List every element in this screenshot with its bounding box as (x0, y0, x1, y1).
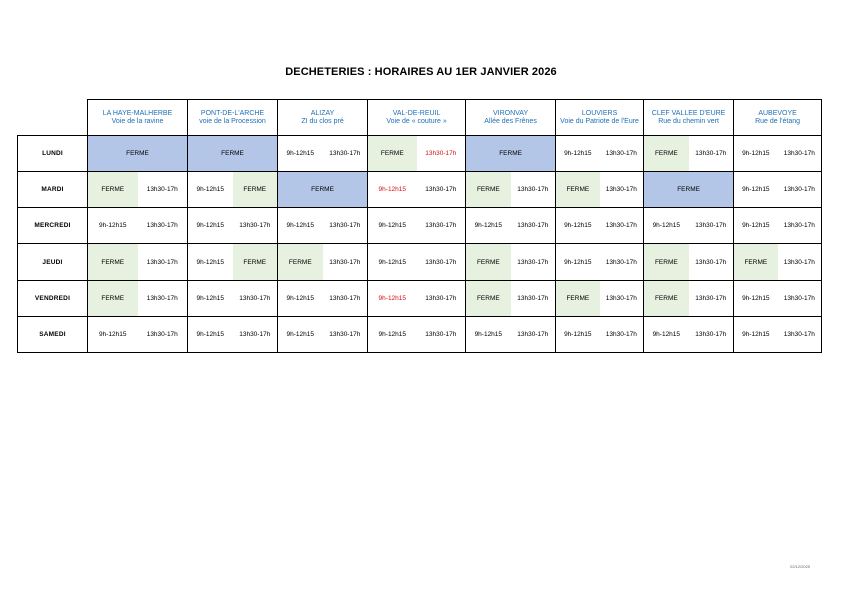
day-label: VENDREDI (18, 280, 88, 316)
morning-hours-cell: 9h-12h15 (188, 316, 233, 352)
afternoon-hours-cell: 13h30-17h (689, 316, 734, 352)
afternoon-hours-cell: 13h30-17h (417, 208, 466, 244)
morning-hours-cell: 9h-12h15 (278, 316, 323, 352)
afternoon-hours-cell: 13h30-17h (600, 244, 644, 280)
date-stamp: 22/12/2025 (790, 564, 811, 569)
morning-hours-cell: FERME (734, 244, 778, 280)
site-header (734, 100, 822, 136)
morning-hours-cell: FERME (466, 172, 511, 208)
site-address: Voie de la ravine (111, 117, 164, 125)
morning-hours-cell: 9h-12h15 (188, 172, 233, 208)
afternoon-hours-cell: 13h30-17h (778, 316, 822, 352)
afternoon-hours-cell: 13h30-17h (511, 280, 556, 316)
afternoon-hours-cell: 13h30-17h (323, 136, 368, 172)
afternoon-hours-cell: 13h30-17h (511, 172, 556, 208)
afternoon-hours-cell: 13h30-17h (778, 208, 822, 244)
afternoon-hours-cell: 13h30-17h (600, 172, 644, 208)
afternoon-hours-cell: 13h30-17h (417, 316, 466, 352)
afternoon-hours-cell: 13h30-17h (138, 316, 188, 352)
day-row (18, 280, 822, 316)
morning-hours-cell: FERME (368, 136, 417, 172)
closed-day-cell: FERME (278, 172, 368, 208)
morning-hours-cell: 9h-12h15 (368, 316, 417, 352)
afternoon-hours-cell: 13h30-17h (689, 136, 734, 172)
morning-hours-cell: 9h-12h15 (368, 244, 417, 280)
afternoon-hours-cell: 13h30-17h (233, 280, 278, 316)
afternoon-hours-cell: 13h30-17h (778, 280, 822, 316)
morning-hours-cell: FERME (556, 280, 600, 316)
site-header-row (18, 100, 822, 136)
closed-day-cell: FERME (644, 172, 734, 208)
morning-hours-cell: 9h-12h15 (644, 208, 689, 244)
afternoon-hours-cell: 13h30-17h (323, 244, 368, 280)
afternoon-hours-cell: 13h30-17h (323, 280, 368, 316)
day-row (18, 136, 822, 172)
morning-hours-cell: 9h-12h15 (734, 280, 778, 316)
schedule-table (17, 99, 822, 353)
morning-hours-cell: 9h-12h15 (644, 316, 689, 352)
closed-day-cell: FERME (188, 136, 278, 172)
morning-hours-cell: 9h-12h15 (368, 280, 417, 316)
afternoon-hours-cell: 13h30-17h (511, 316, 556, 352)
afternoon-hours-cell: 13h30-17h (138, 244, 188, 280)
site-header (556, 100, 644, 136)
site-name: LA HAYE-MALHERBE (102, 109, 173, 117)
morning-hours-cell: 9h-12h15 (466, 208, 511, 244)
page-title: DECHETERIES : HORAIRES AU 1ER JANVIER 2026 (285, 66, 557, 78)
morning-hours-cell: 9h-12h15 (556, 244, 600, 280)
morning-hours-cell: FERME (466, 244, 511, 280)
afternoon-hours-cell: 13h30-17h (417, 172, 466, 208)
site-name: PONT-DE-L'ARCHE (200, 109, 265, 117)
site-header (466, 100, 556, 136)
afternoon-hours-cell: 13h30-17h (778, 136, 822, 172)
day-row (18, 172, 822, 208)
site-name: VAL-DE-REUIL (392, 109, 441, 117)
afternoon-hours-cell: 13h30-17h (233, 208, 278, 244)
morning-hours-cell: 9h-12h15 (188, 280, 233, 316)
site-address: voie de la Procession (199, 117, 266, 125)
site-address: Rue du chemin vert (658, 117, 719, 125)
site-header (188, 100, 278, 136)
morning-hours-cell: 9h-12h15 (734, 316, 778, 352)
afternoon-hours-cell: 13h30-17h (600, 280, 644, 316)
afternoon-hours-cell: 13h30-17h (689, 208, 734, 244)
afternoon-hours-cell: 13h30-17h (511, 208, 556, 244)
site-name: LOUVIERS (581, 109, 618, 117)
site-address: Voie de « couture » (386, 117, 447, 125)
afternoon-hours-cell: 13h30-17h (600, 208, 644, 244)
morning-hours-cell: FERME (644, 280, 689, 316)
morning-hours-cell: 9h-12h15 (278, 280, 323, 316)
afternoon-hours-cell: 13h30-17h (600, 136, 644, 172)
day-label: MARDI (18, 172, 88, 208)
morning-hours-cell: FERME (644, 136, 689, 172)
site-address: Rue de l'étang (755, 117, 801, 125)
closed-day-cell: FERME (466, 136, 556, 172)
afternoon-hours-cell: 13h30-17h (689, 280, 734, 316)
morning-hours-cell: FERME (88, 280, 138, 316)
afternoon-hours-cell: 13h30-17h (511, 244, 556, 280)
morning-hours-cell: 9h-12h15 (734, 136, 778, 172)
morning-hours-cell: 9h-12h15 (556, 316, 600, 352)
day-label: SAMEDI (18, 316, 88, 352)
header-corner (18, 100, 88, 136)
site-name: ALIZAY (310, 109, 335, 117)
site-address: Allée des Frênes (484, 117, 537, 125)
day-row (18, 208, 822, 244)
site-header (88, 100, 188, 136)
closed-day-cell: FERME (88, 136, 188, 172)
morning-hours-cell: FERME (466, 280, 511, 316)
afternoon-hours-cell: 13h30-17h (417, 244, 466, 280)
site-name: VIRONVAY (492, 109, 529, 117)
afternoon-hours-cell: 13h30-17h (778, 172, 822, 208)
site-header (644, 100, 734, 136)
morning-hours-cell: 9h-12h15 (368, 172, 417, 208)
morning-hours-cell: FERME (556, 172, 600, 208)
morning-hours-cell: 9h-12h15 (734, 208, 778, 244)
afternoon-hours-cell: 13h30-17h (323, 208, 368, 244)
morning-hours-cell: 9h-12h15 (556, 208, 600, 244)
morning-hours-cell: FERME (278, 244, 323, 280)
morning-hours-cell: 9h-12h15 (466, 316, 511, 352)
site-address: Voie du Patriote de l'Eure (560, 117, 639, 125)
afternoon-hours-cell: 13h30-17h (417, 136, 466, 172)
afternoon-hours-cell: 13h30-17h (778, 244, 822, 280)
morning-hours-cell: 9h-12h15 (278, 136, 323, 172)
site-address: ZI du clos pré (301, 117, 344, 125)
day-row (18, 316, 822, 352)
site-name: AUBEVOYE (758, 109, 797, 117)
site-header (278, 100, 368, 136)
afternoon-hours-cell: 13h30-17h (138, 208, 188, 244)
afternoon-hours-cell: FERME (233, 244, 278, 280)
morning-hours-cell: FERME (88, 172, 138, 208)
site-header (368, 100, 466, 136)
afternoon-hours-cell: 13h30-17h (138, 172, 188, 208)
day-label: JEUDI (18, 244, 88, 280)
day-label: MERCREDI (18, 208, 88, 244)
morning-hours-cell: FERME (88, 244, 138, 280)
morning-hours-cell: 9h-12h15 (188, 208, 233, 244)
afternoon-hours-cell: FERME (233, 172, 278, 208)
afternoon-hours-cell: 13h30-17h (600, 316, 644, 352)
morning-hours-cell: 9h-12h15 (88, 316, 138, 352)
afternoon-hours-cell: 13h30-17h (233, 316, 278, 352)
site-name: CLEF VALLEE D'EURE (651, 109, 726, 117)
morning-hours-cell: 9h-12h15 (188, 244, 233, 280)
morning-hours-cell: 9h-12h15 (556, 136, 600, 172)
afternoon-hours-cell: 13h30-17h (323, 316, 368, 352)
day-label: LUNDI (18, 136, 88, 172)
afternoon-hours-cell: 13h30-17h (417, 280, 466, 316)
morning-hours-cell: 9h-12h15 (368, 208, 417, 244)
morning-hours-cell: 9h-12h15 (278, 208, 323, 244)
afternoon-hours-cell: 13h30-17h (689, 244, 734, 280)
morning-hours-cell: FERME (644, 244, 689, 280)
morning-hours-cell: 9h-12h15 (88, 208, 138, 244)
afternoon-hours-cell: 13h30-17h (138, 280, 188, 316)
morning-hours-cell: 9h-12h15 (734, 172, 778, 208)
day-row (18, 244, 822, 280)
